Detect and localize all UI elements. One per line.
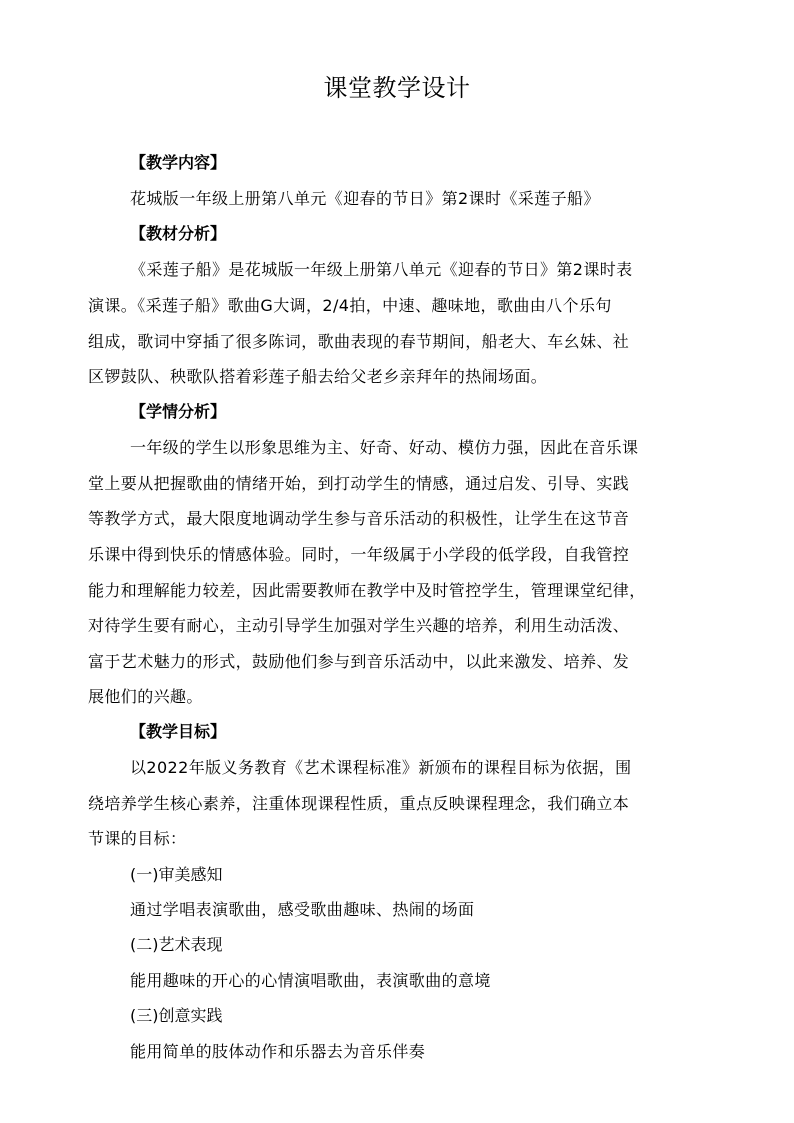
material-line-1: 《采莲子船》是花城版一年级上册第八单元《迎春的节日》第2课时表: [130, 260, 633, 279]
goal-item-1-heading: (一)审美感知: [130, 865, 223, 884]
goal-item-3-heading: (三)创意实践: [130, 1006, 223, 1025]
students-line-6: 对待学生要有耐心，主动引导学生加强对学生兴趣的培养，利用生动活泼、: [88, 616, 630, 635]
students-line-5: 能力和理解能力较差，因此需要教师在教学中及时管控学生，管理课堂纪律，: [88, 581, 646, 600]
page-title: 课堂教学设计: [323, 74, 471, 102]
section-heading-content: 【教学内容】: [130, 153, 227, 172]
material-line-3: 组成，歌词中穿插了很多陈词，歌曲表现的春节期间，船老大、车幺妹、社: [88, 332, 630, 351]
students-line-7: 富于艺术魅力的形式，鼓励他们参与到音乐活动中，以此来激发、培养、发: [88, 652, 630, 671]
goals-line-2: 绕培养学生核心素养，注重体现课程性质，重点反映课程理念，我们确立本: [88, 794, 630, 813]
goals-line-1: 以2022年版义务教育《艺术课程标准》新颁布的课程目标为依据，围: [130, 758, 632, 777]
section-heading-goals: 【教学目标】: [130, 722, 227, 741]
section-heading-students: 【学情分析】: [130, 402, 227, 421]
goal-item-1-text: 通过学唱表演歌曲，感受歌曲趣味、热闹的场面: [130, 900, 475, 919]
goal-item-3-text: 能用简单的肢体动作和乐器去为音乐伴奏: [130, 1042, 426, 1061]
students-line-3: 等教学方式，最大限度地调动学生参与音乐活动的积极性，让学生在这节音: [88, 509, 630, 528]
goal-item-2-heading: (二)艺术表现: [130, 935, 223, 954]
material-line-4: 区锣鼓队、秧歌队搭着彩莲子船去给父老乡亲拜年的热闹场面。: [88, 367, 548, 386]
students-line-4: 乐课中得到快乐的情感体验。同时，一年级属于小学段的低学段，自我管控: [88, 545, 630, 564]
goal-item-2-text: 能用趣味的开心的心情演唱歌曲，表演歌曲的意境: [130, 971, 491, 990]
goals-line-3: 节课的目标：: [88, 829, 187, 848]
students-line-8: 展他们的兴趣。: [88, 687, 203, 706]
students-line-1: 一年级的学生以形象思维为主、好奇、好动、模仿力强，因此在音乐课: [130, 438, 639, 457]
section-heading-material: 【教材分析】: [130, 224, 227, 243]
students-line-2: 堂上要从把握歌曲的情绪开始，到打动学生的情感，通过启发、引导、实践: [88, 474, 630, 493]
material-line-2: 演课。《采莲子船》歌曲G大调，2/4拍，中速、趣味地，歌曲由八个乐句: [88, 296, 612, 315]
content-line-1: 花城版一年级上册第八单元《迎春的节日》第2课时《采莲子船》: [130, 189, 600, 208]
